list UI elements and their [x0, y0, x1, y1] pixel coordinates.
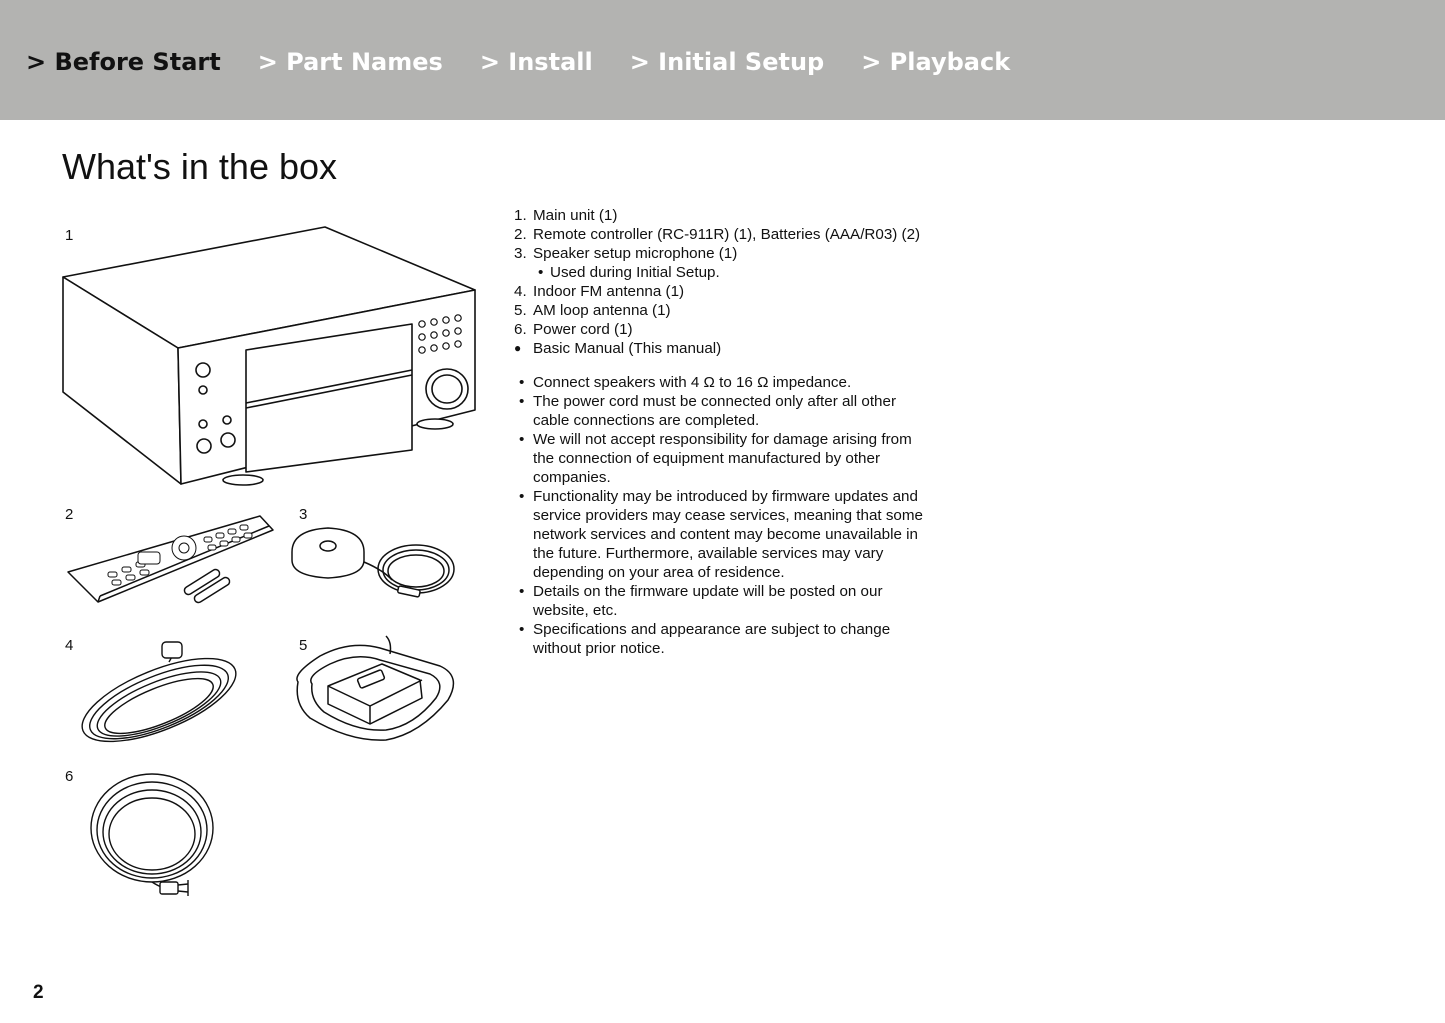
figure-label-5: 5 [299, 637, 308, 654]
note-text: We will not accept responsibility for damage arising from the connection of equipment manufactured by other companies. [533, 431, 912, 486]
bullet: • [519, 431, 525, 448]
note-item [514, 487, 934, 582]
nav-tab-install[interactable]: > Install [479, 48, 593, 76]
note-text: Details on the firmware update will be posted on our website, etc. [533, 583, 883, 619]
nav-tab-initial-setup[interactable]: > Initial Setup [629, 48, 825, 76]
remote-controller-illustration [64, 512, 279, 607]
list-item [514, 320, 934, 339]
header-bar [0, 0, 1445, 120]
item-number: 4. [514, 283, 527, 300]
fm-antenna-illustration [64, 640, 249, 745]
bullet: • [538, 264, 544, 281]
figure-label-4: 4 [65, 637, 74, 654]
note-text: Specifications and appearance are subject to change without prior notice. [533, 621, 891, 657]
item-text: Basic Manual (This manual) [533, 340, 722, 357]
item-number: 6. [514, 321, 527, 338]
nav-tab-before-start[interactable]: > Before Start [26, 48, 221, 76]
note-text: Connect speakers with 4 Ω to 16 Ω impedance. [533, 374, 852, 391]
note-item [514, 582, 934, 620]
bullet: • [519, 393, 525, 410]
bullet: • [519, 374, 525, 391]
main-unit-illustration [60, 222, 480, 487]
list-sub-item [514, 263, 934, 282]
list-item [514, 225, 934, 244]
list-item [514, 339, 934, 358]
bullet: • [519, 583, 525, 600]
item-text: Power cord (1) [533, 321, 633, 338]
sub-item-text: Used during Initial Setup. [550, 264, 720, 281]
am-loop-antenna-illustration [290, 634, 468, 746]
page-title: What's in the box [62, 146, 338, 187]
nav-tab-part-names[interactable]: > Part Names [257, 48, 443, 76]
item-number: 3. [514, 245, 527, 262]
item-text: Indoor FM antenna (1) [533, 283, 685, 300]
item-text: Speaker setup microphone (1) [533, 245, 738, 262]
item-text: Main unit (1) [533, 207, 618, 224]
power-cord-illustration [88, 770, 218, 902]
item-number: 5. [514, 302, 527, 319]
note-item [514, 620, 934, 658]
list-item [514, 244, 934, 263]
figure-label-3: 3 [299, 506, 308, 523]
figure-label-2: 2 [65, 506, 74, 523]
bullet: ● [514, 341, 522, 355]
figure-label-6: 6 [65, 768, 74, 785]
nav-tab-playback[interactable]: > Playback [861, 48, 1011, 76]
item-number: 1. [514, 207, 527, 224]
microphone-illustration [288, 524, 463, 606]
figure-label-1: 1 [65, 227, 74, 244]
note-text: Functionality may be introduced by firmware updates and service providers may cease services, meaning that some network services and content may become unavailable in the future. Furthermore, available services may vary depending on your area of residence. [533, 488, 923, 581]
note-text: The power cord must be connected only after all other cable connections are completed. [533, 393, 897, 429]
item-text: Remote controller (RC-911R) (1), Batteries (AAA/R03) (2) [533, 226, 921, 243]
note-item [514, 373, 934, 392]
list-item [514, 282, 934, 301]
item-number: 2. [514, 226, 527, 243]
note-item [514, 430, 934, 487]
page-number: 2 [33, 982, 44, 1003]
bullet: • [519, 621, 525, 638]
list-item [514, 301, 934, 320]
note-item [514, 392, 934, 430]
bullet: • [519, 488, 525, 505]
nav-tabs [26, 48, 1047, 76]
list-item [514, 206, 934, 225]
item-text: AM loop antenna (1) [533, 302, 671, 319]
notes-list [514, 373, 934, 658]
contents-list [514, 206, 934, 658]
